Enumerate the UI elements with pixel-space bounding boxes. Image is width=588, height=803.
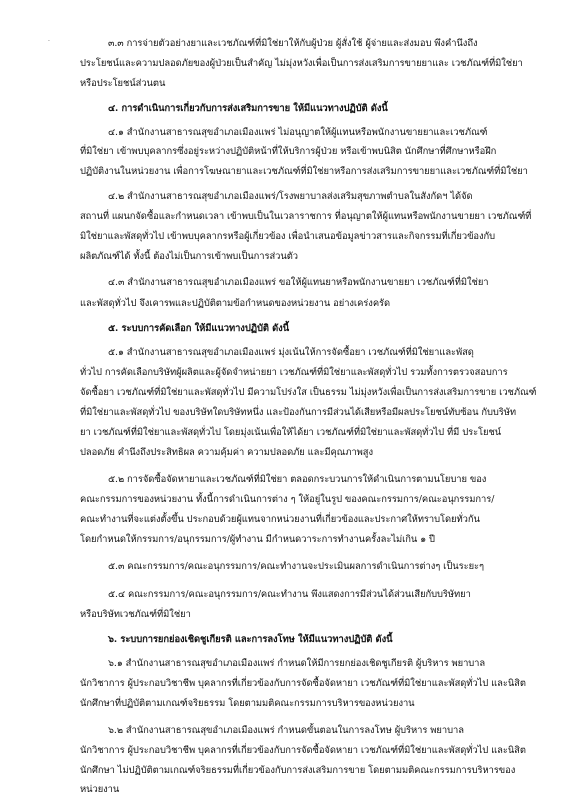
paragraph-line: ประโยชน์และความปลอดภัยของผู้ป่วยเป็นสำคัญ ไม่มุ่งหวังเพื่อเป็นการส่งเสริมการขายยาและ เวชภัณฑ์ที่มิใช่ยา [80,58,523,69]
paragraph-line: และพัสดุทั่วไป จึงเคารพและปฏิบัติตามข้อกำหนดของหน่วยงาน อย่างเคร่งครัด [80,298,391,309]
section-heading: ๕. ระบบการคัดเลือก ให้มีแนวทางปฏิบัติ ดังนี้ [108,323,290,334]
paragraph-line: ๔.๒ สำนักงานสาธารณสุขอำเภอเมืองแพร่/โรงพยาบาลส่งเสริมสุขภาพตำบลในสังกัดฯ ได้จัด [108,191,473,202]
paragraph-line: ๔.๑ สำนักงานสาธารณสุขอำเภอเมืองแพร่ ไม่อนุญาตให้ผู้แทนหรือพนักงานขายยาและเวชภัณฑ์ [108,127,488,138]
paragraph-line: นักศึกษา ไม่ปฏิบัติตามเกณฑ์จริยธรรมที่เกี่ยวข้องกับการส่งเสริมการขาย โดยตามมติคณะกรรมการบริหารของ [80,765,516,776]
paragraph-line: ปฏิบัติงานในหน่วยงาน เพื่อการโฆษณายาและเวชภัณฑ์ที่มิใช่ยาหรือการส่งเสริมการขายยาและเวชภัณฑ์ที่มิใช่ยา [80,166,528,177]
paragraph-line: ๕.๔ คณะกรรมการ/คณะอนุกรรมการ/คณะทำงาน พึงแสดงการมีส่วนได้ส่วนเสียกับบริษัทยา [108,589,471,600]
paragraph-line: ๕.๑ สำนักงานสาธารณสุขอำเภอเมืองแพร่ มุ่งเน้นให้การจัดซื้อยา เวชภัณฑ์ที่มิใช่ยาและพัสดุ [108,347,474,358]
paragraph-line: ๕.๒ การจัดซื้อจัดหายาและเวชภัณฑ์ที่มิใช่ยา ตลอดกระบวนการให้ดำเนินการตามนโยบาย ของ [108,474,487,485]
section-heading: ๔. การดำเนินการเกี่ยวกับการส่งเสริมการขาย ให้มีแนวทางปฏิบัติ ดังนี้ [108,103,388,114]
paragraph-line: จัดซื้อยา เวชภัณฑ์ที่มิใช่ยาและพัสดุทั่วไป มีความโปร่งใส เป็นธรรม ไม่มุ่งหวังเพื่อเป็นการส่งเสริมการขาย เวชภัณฑ์ [80,387,537,398]
paragraph-line: ๓.๓ การจ่ายตัวอย่างยาและเวชภัณฑ์ที่มิใช่ยาให้กับผู้ป่วย ผู้สั่งใช้ ผู้จ่ายและส่งมอบ พึงคำนึงถึง [108,38,478,49]
paragraph-line: โดยกำหนดให้กรรมการ/อนุกรรมการ/ผู้ทำงาน มีกำหนดวาระการทำงานครั้งละไม่เกิน ๑ ปี [80,534,435,545]
paragraph-line: สถานที่ แผนกจัดซื้อและกำหนดเวลา เข้าพบเป็นในเวลาราชการ ที่อนุญาตให้ผู้แทนหรือพนักงานขายยา เวชภัณฑ์ที่ [80,211,532,222]
paragraph-line: หน่วยงาน [80,784,120,795]
paragraph-line: ยา เวชภัณฑ์ที่มิใช่ยาและพัสดุทั่วไป โดยมุ่งเน้นเพื่อให้ได้ยา เวชภัณฑ์ที่มิใช่ยาและพัสดุทั่วไป ที่มี ประโยชน์ [80,427,502,438]
paragraph-line: ๖.๑ สำนักงานสาธารณสุขอำเภอเมืองแพร่ กำหนดให้มีการยกย่องเชิดชูเกียรติ ผู้บริหาร พยาบาล [108,658,486,669]
paragraph-line: ที่มิใช่ยาและพัสดุทั่วไป ของบริษัทใดบริษัทหนึ่ง และป้องกันการมีส่วนได้เสียหรือมีผลประโยชน์ทับซ้อน กับบริษัท [80,407,517,418]
paragraph-line: คณะกรรมการของหน่วยงาน ทั้งนี้การดำเนินการต่าง ๆ ให้อยู่ในรูป ของคณะกรรมการ/คณะอนุกรรมการ/ [80,494,495,505]
scan-mark: . [48,36,50,43]
paragraph-line: ปลอดภัย คำนึงถึงประสิทธิผล ความคุ้มค่า ความปลอดภัย และมีคุณภาพสูง [80,447,373,458]
paragraph-line: ผลิตภัณฑ์ได้ ทั้งนี้ ต้องไม่เป็นการเข้าพบเป็นการส่วนตัว [80,251,298,262]
paragraph-line: หรือประโยชน์ส่วนตน [80,78,166,89]
section-heading: ๖. ระบบการยกย่องเชิดชูเกียรติ และการลงโทษ ให้มีแนวทางปฏิบัติ ดังนี้ [108,634,393,645]
paragraph-line: นักวิชาการ ผู้ประกอบวิชาชีพ บุคลากรที่เกี่ยวข้องกับการจัดซื้อจัดหายา เวชภัณฑ์ที่มิใช่ยาและพัสดุทั่วไป และนิสิต [80,678,526,689]
paragraph-line: หรือบริษัทเวชภัณฑ์ที่มิใช่ยา [80,609,191,620]
paragraph-line: นักวิชาการ ผู้ประกอบวิชาชีพ บุคลากรที่เกี่ยวข้องกับการจัดซื้อจัดหายา เวชภัณฑ์ที่มิใช่ยาและพัสดุทั่วไป และนิสิต [80,745,526,756]
paragraph-line: คณะทำงานที่จะแต่งตั้งขึ้น ประกอบด้วยผู้แทนจากหน่วยงานที่เกี่ยวข้องและประกาศให้ทราบโดยทั่วกัน [80,514,480,525]
paragraph-line: ทั่วไป การคัดเลือกบริษัทผู้ผลิตและผู้จัดจำหน่ายยา เวชภัณฑ์ที่มิใช่ยาและพัสดุทั่วไป รวมทั้งการตรวจสอบการ [80,367,508,378]
paragraph-line: ๖.๒ สำนักงานสาธารณสุขอำเภอเมืองแพร่ กำหนดขั้นตอนในการลงโทษ ผู้บริหาร พยาบาล [108,725,464,736]
paragraph-line: ๕.๓ คณะกรรมการ/คณะอนุกรรมการ/คณะทำงานจะประเมินผลการดำเนินการต่างๆ เป็นระยะๆ [108,561,484,572]
paragraph-line: มิใช่ยาและพัสดุทั่วไป เข้าพบบุคลากรหรือผู้เกี่ยวข้อง เพื่อนำเสนอข้อมูลข่าวสารและกิจกรรมที่เกี่ยวข้องกับ [80,231,496,242]
paragraph-line: ที่มิใช่ยา เข้าพบบุคลากรซึ่งอยู่ระหว่างปฏิบัติหน้าที่ให้บริการผู้ป่วย หรือเข้าพบนิสิต นักศึกษาที่ศึกษาหรือฝึก [80,146,497,157]
paragraph-line: นักศึกษาที่ปฏิบัติตามเกณฑ์จริยธรรม โดยตามมติคณะกรรมการบริหารของหน่วยงาน [80,698,415,709]
paragraph-line: ๔.๓ สำนักงานสาธารณสุขอำเภอเมืองแพร่ ขอให้ผู้แทนยาหรือพนักงานขายยา เวชภัณฑ์ที่มิใช่ยา [108,277,489,288]
